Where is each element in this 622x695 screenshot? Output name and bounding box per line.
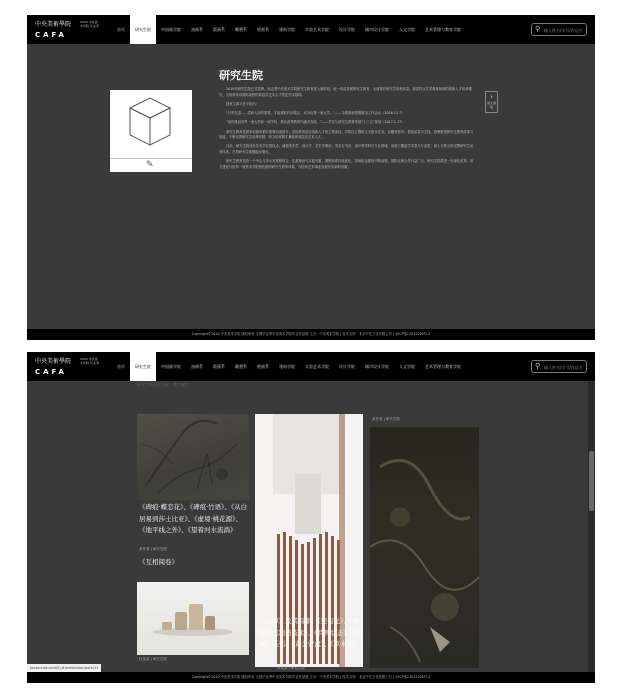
ink-brush-strokes xyxy=(137,414,249,500)
nav-item-printmaking[interactable]: 版画系 xyxy=(213,27,225,32)
nav-item-oil-painting[interactable]: 油画系 xyxy=(191,364,203,369)
top-nav xyxy=(27,352,595,381)
screenshot-graduate-school-intro xyxy=(27,15,595,340)
status-bar-url: javascript:void(0);#/exhibition/work/11 xyxy=(27,664,101,672)
edit-icon[interactable]: ✎ xyxy=(146,160,154,170)
work-image-ink-painting[interactable] xyxy=(137,414,249,500)
logo-chinese: 中央美術學院 xyxy=(35,358,72,365)
work-image-dark-panel[interactable] xyxy=(370,427,479,668)
nav-item-art-management[interactable]: 艺术管理与教育学院 xyxy=(425,364,461,369)
work-title[interactable]: 《互相阅卷》 xyxy=(139,558,178,566)
work-meta: 某作者 | 研究生院 xyxy=(372,417,400,421)
nav-item-graduate-school[interactable]: 研究生院 xyxy=(130,352,156,381)
page-title: 研究生院 xyxy=(219,69,263,82)
enter-hall-button[interactable] xyxy=(485,91,498,113)
work-image-stone-sculpture[interactable] xyxy=(137,582,249,655)
chevron-right-icon: › xyxy=(490,93,493,101)
nav-item-architecture[interactable]: 建筑学院 xyxy=(279,364,295,369)
work-dept[interactable]: 研究生院 xyxy=(385,417,400,421)
footer: Copyright©2020 中央美术学院 版权所有 全国毕业季中央美术学院毕业作品展 主办：中央美术学院 | 技术支持：北京中艺文化有限公司 | 京ICP备17012209号-2 xyxy=(27,672,595,683)
search-icon[interactable]: ⚲ xyxy=(535,362,541,370)
logo-caption: 2020 中央美术学院 毕业季 xyxy=(80,357,99,365)
article-paragraph: “只有先进……党和人民的需要，才能被时代所铭记，成为世界一流大学。”——全国高校思想政治工作会议（2016.12.7） xyxy=(226,111,405,116)
nav-item-sculpture[interactable]: 雕塑系 xyxy=(235,364,247,369)
scrollbar-thumb[interactable] xyxy=(589,451,594,511)
logo-caption: 2020 中央美术学院 毕业季 xyxy=(80,20,99,28)
article-paragraph: 研究生教育坚持一个中心与多元发展相结合，注重理论与实践并重，课程体系持续优化，导师队伍建设不断加强，国际交流合作日益广泛，研究生院将进一步深化改革，努力建设与世界一流美术学院相匹配的研究生教育体系，为国家艺术事业发展作出新的贡献。 xyxy=(219,159,474,170)
nav-item-design[interactable]: 设计学院 xyxy=(339,27,355,32)
edit-strip xyxy=(110,158,192,172)
search-box xyxy=(531,23,587,36)
scrolled-header-text: 研究生毕业作品展 · 线上展厅 xyxy=(137,382,189,387)
enter-hall-label: 进入展馆 xyxy=(486,101,496,109)
screenshot-works-gallery xyxy=(27,352,595,683)
stone-objects xyxy=(137,582,249,655)
nav-item-mural[interactable]: 壁画系 xyxy=(257,364,269,369)
work-meta: 李某某 | 研究生院 xyxy=(277,666,305,670)
nav-item-home[interactable]: 首页 xyxy=(117,27,125,32)
nav-item-experimental-art[interactable]: 实验艺术学院 xyxy=(305,27,329,32)
search-input[interactable] xyxy=(544,363,584,371)
nav-item-oil-painting[interactable]: 油画系 xyxy=(191,27,203,32)
work-dept[interactable]: 研究生院 xyxy=(152,657,167,661)
nav-items xyxy=(112,15,466,44)
work-dept[interactable]: 研究生院 xyxy=(152,547,167,551)
article-paragraph: 研究生教育是国家创新体系的重要组成部分，是培养高层次创新人才的主要途径。学院以立德树人为根本任务，以服务需求、提高质量为主线，统筹推进研究生教育改革与发展，不断完善研究生培养机制，努力培养德才兼备的高层次艺术人才。 xyxy=(219,129,474,140)
cube-icon xyxy=(110,90,192,160)
work-author[interactable]: 杜某某 xyxy=(139,657,150,661)
search-input[interactable] xyxy=(544,26,584,34)
nav-item-humanities[interactable]: 人文学院 xyxy=(399,364,415,369)
work-dept[interactable]: 研究生院 xyxy=(290,666,305,670)
work-title[interactable]: 《旧仰》及其局部、《要有光》、《现代飞机制造技术》、《特殊状态》、《用具》系列、《黄金营盘》、《草木深》 xyxy=(259,617,363,648)
nav-item-experimental-art[interactable]: 实验艺术学院 xyxy=(305,364,329,369)
article-paragraph: 国家主席习近平指出： xyxy=(226,101,259,106)
article-paragraph: 目前，研究生院设有各类学位授权点，涵盖美术学、设计学、艺术学理论、美术与书法、设计等学科与专业领域，形成了覆盖学术型与专业型、硕士与博士的完整研究生培养体系，在校研究生规模稳步增长。 xyxy=(219,144,474,155)
search-icon[interactable]: ⚲ xyxy=(535,25,541,33)
logo-english: CAFA xyxy=(35,31,67,39)
nav-items xyxy=(112,352,466,381)
logo-chinese: 中央美術學院 xyxy=(35,21,72,28)
article-paragraph: 2019年研究生院正式挂牌，标志着中央美术学院研究生教育进入新阶段，统一布局发展研究生教育，全面提升研究生培养质量，探索符合艺术教育规律的创新人才培养模式，为培养具有国际视野的高层次艺术人才奠定坚实基础。 xyxy=(219,87,472,97)
nav-item-urban-design[interactable]: 城市设计学院 xyxy=(365,364,389,369)
nav-item-sculpture[interactable]: 雕塑系 xyxy=(235,27,247,32)
work-meta: 杜某某 | 研究生院 xyxy=(139,657,167,661)
work-meta: 某作者 | 研究生院 xyxy=(139,547,167,551)
work-title[interactable]: 《碑痕·蝶恋花》、《碑痕·竹语》、《从白居易到莎士比亚》、《虚境·桃花源》、《地平线之外》、《望着河水流淌》 xyxy=(139,503,248,534)
page-scrollbar[interactable] xyxy=(588,381,595,672)
work-author[interactable]: 某作者 xyxy=(139,547,150,551)
cafa-logo[interactable] xyxy=(35,19,99,41)
logo-english: CAFA xyxy=(35,368,67,376)
work-author[interactable]: 李某某 xyxy=(277,666,288,670)
nav-item-chinese-painting[interactable]: 中国画学院 xyxy=(161,364,181,369)
nav-item-art-management[interactable]: 艺术管理与教育学院 xyxy=(425,27,461,32)
dark-panel-artwork xyxy=(370,427,479,668)
nav-item-printmaking[interactable]: 版画系 xyxy=(213,364,225,369)
search-box xyxy=(531,360,587,373)
top-nav xyxy=(27,15,595,44)
nav-item-architecture[interactable]: 建筑学院 xyxy=(279,27,295,32)
work-author[interactable]: 某作者 xyxy=(372,417,383,421)
nav-item-design[interactable]: 设计学院 xyxy=(339,364,355,369)
footer: Copyright©2020 中央美术学院 版权所有 全国毕业季中央美术学院毕业作品展 主办：中央美术学院 | 技术支持：北京中艺文化有限公司 | 京ICP备17012209号-2 xyxy=(27,329,595,340)
nav-item-graduate-school[interactable]: 研究生院 xyxy=(130,15,156,44)
nav-item-humanities[interactable]: 人文学院 xyxy=(399,27,415,32)
article-paragraph: “加快建设世界一流大学和一流学科，推动高等教育内涵式发展。”——学位与研究生教育发展“十三五”规划（2017.1.17） xyxy=(226,120,405,125)
nav-item-mural[interactable]: 壁画系 xyxy=(257,27,269,32)
nav-item-chinese-painting[interactable]: 中国画学院 xyxy=(161,27,181,32)
cafa-logo[interactable] xyxy=(35,356,99,378)
nav-item-urban-design[interactable]: 城市设计学院 xyxy=(365,27,389,32)
nav-item-home[interactable]: 首页 xyxy=(117,364,125,369)
intro-article xyxy=(219,87,476,174)
